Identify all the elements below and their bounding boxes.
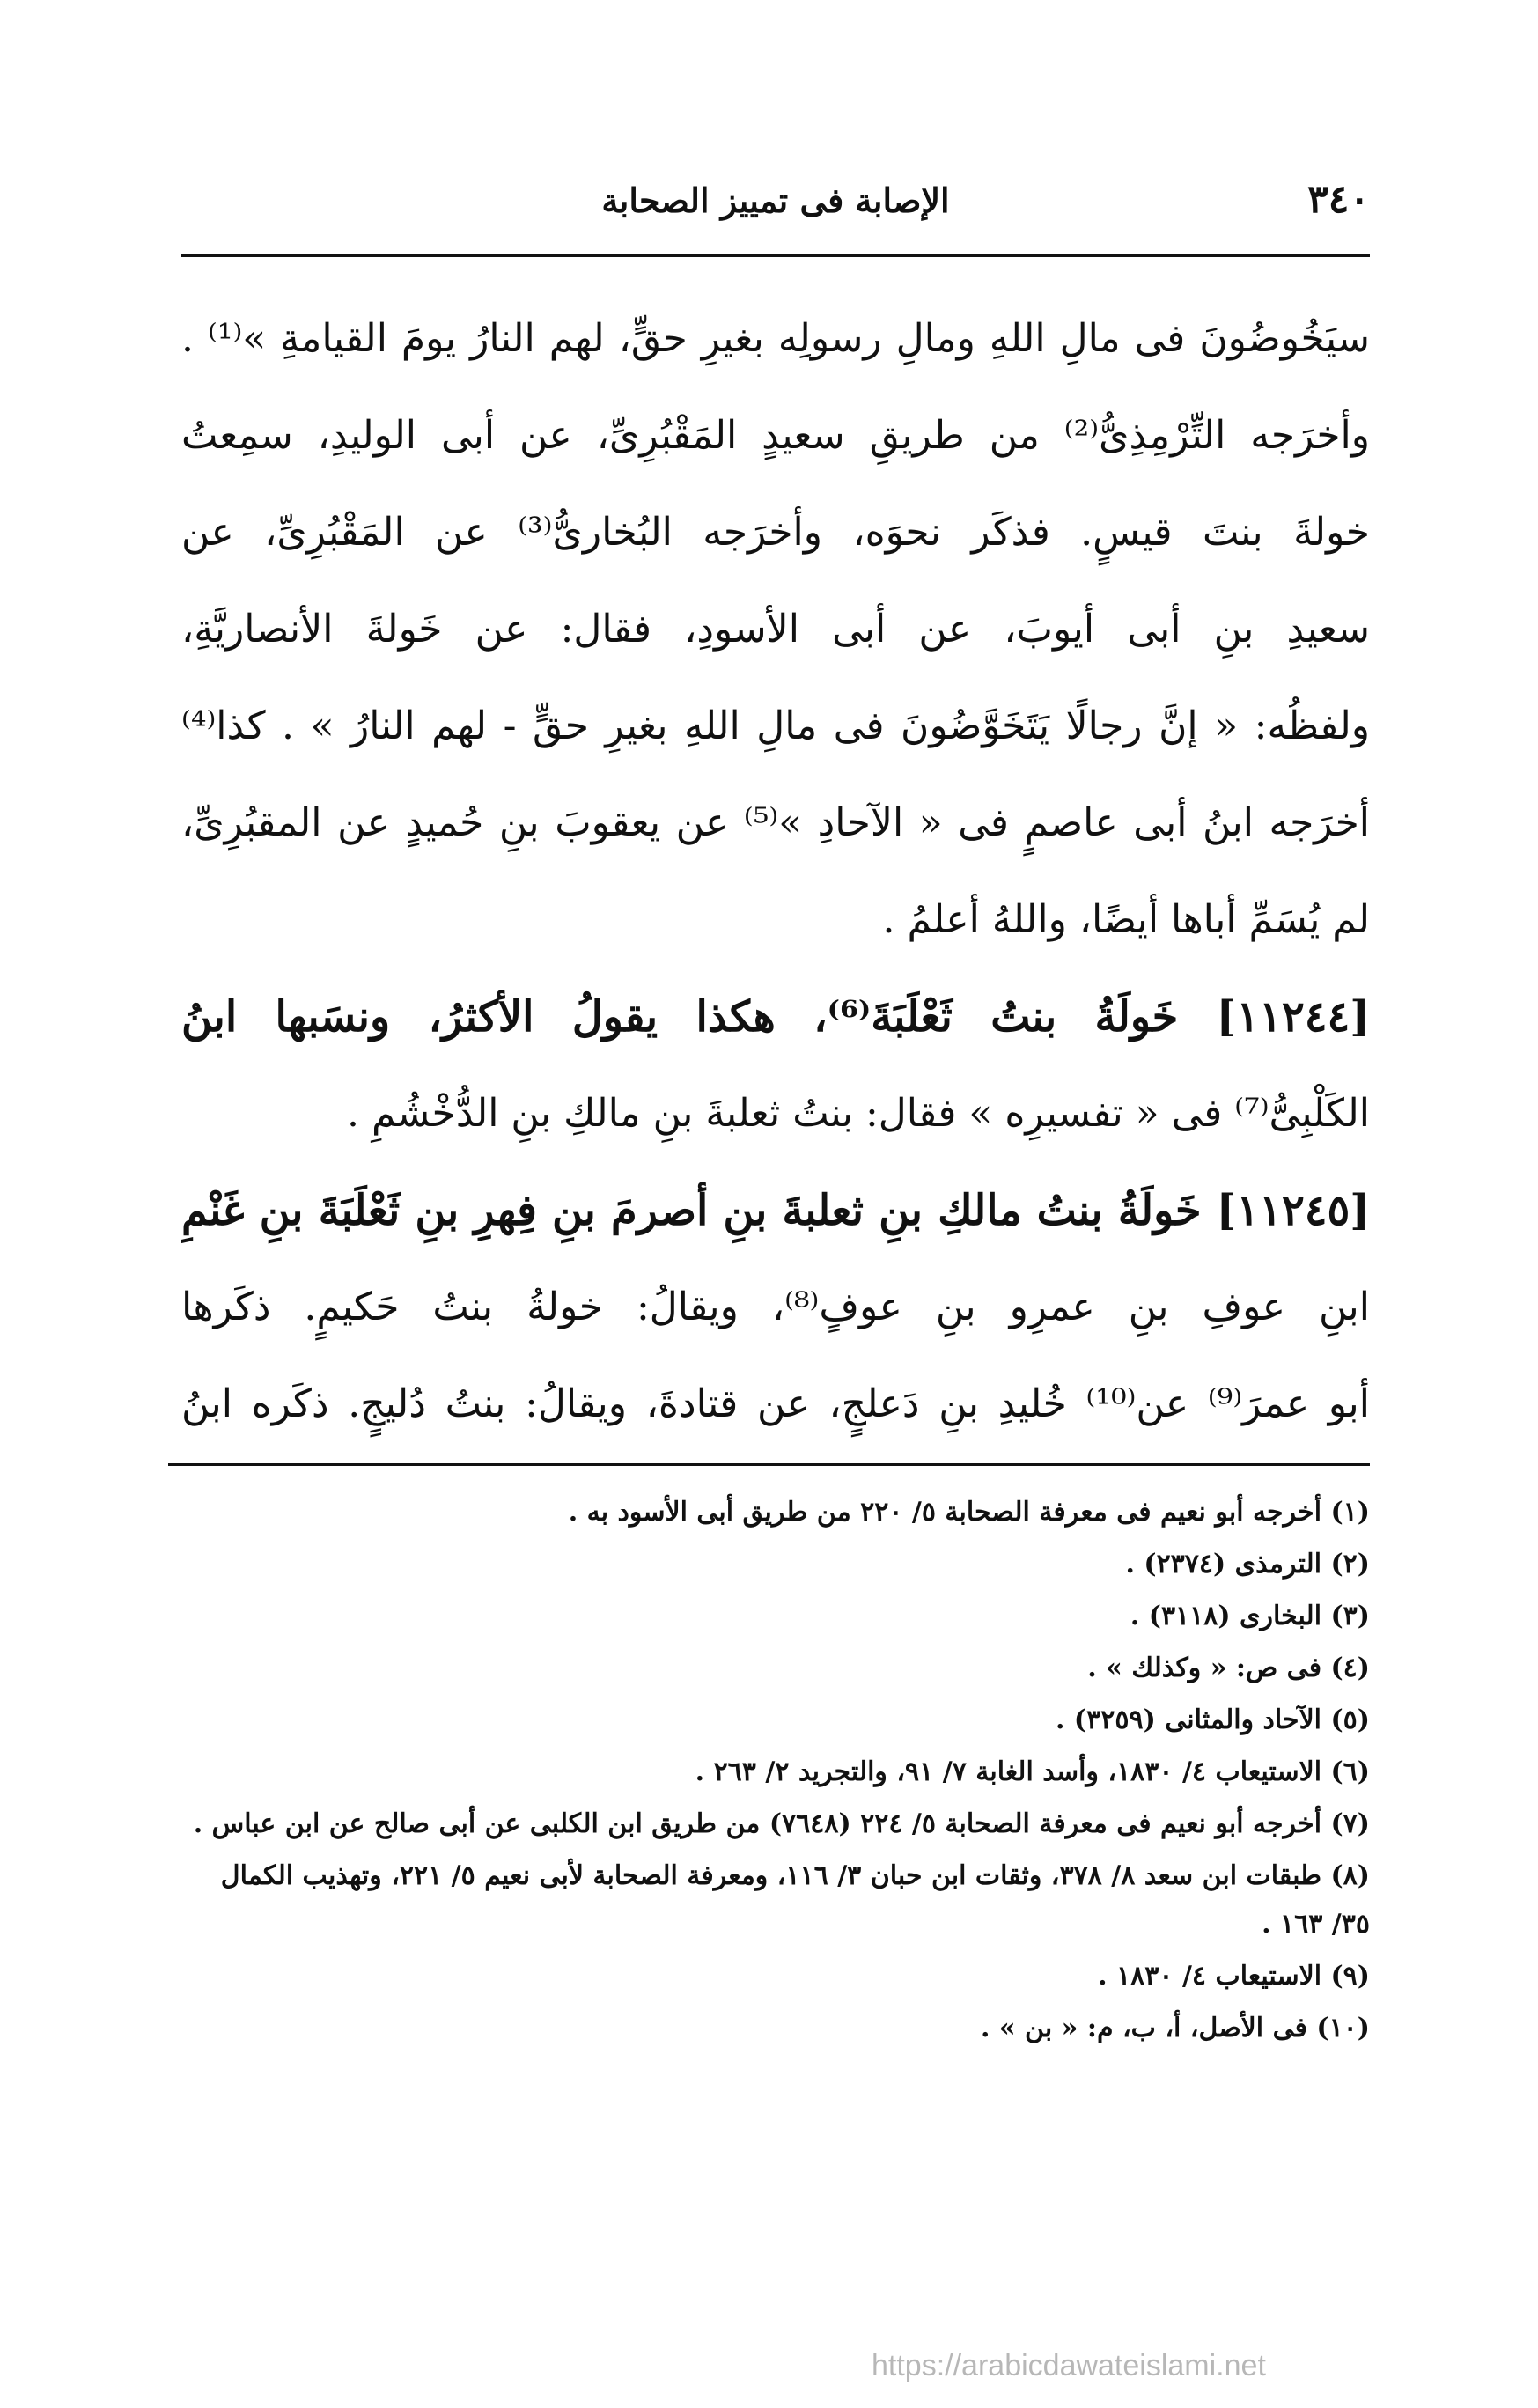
body-line: أخرَجه ابنُ أبى عاصمٍ فى « الآحادِ »⁽⁵⁾ عن يعقوبَ بنِ حُميدٍ عن المقبُرِىِّ،	[181, 800, 1370, 845]
body-line: وأخرَجه التِّرْمِذِىُّ⁽²⁾ من طريقِ سعيدٍ المَقْبُرِىِّ، عن أبى الوليدِ، سمِعتُ	[181, 413, 1370, 458]
footnote-separator	[168, 1463, 1370, 1466]
body-line: خولةَ بنتَ قيسٍ. فذكَر نحوَه، وأخرَجه البُخارىُّ⁽³⁾ عن المَقْبُرِىِّ، عن	[181, 510, 1370, 555]
body-line: أبو عمرَ⁽⁹⁾ عن⁽¹⁰⁾ خُليدِ بنِ دَعلجٍ، عن قتادةَ، ويقالُ: بنتُ دُليجٍ. ذكَره ابنُ	[181, 1381, 1370, 1426]
body-line: ابنِ عوفِ بنِ عمرِو بنِ عوفٍ⁽⁸⁾، ويقالُ: خولةُ بنتُ حَكيمٍ. ذكَرها	[181, 1285, 1370, 1329]
body-line: الكَلْبِىُّ⁽⁷⁾ فى « تفسيرِه » فقال: بنتُ ثعلبةَ بنِ مالكِ بنِ الدُّخْشُمِ .	[347, 1091, 1370, 1136]
body-line: لم يُسَمِّ أباها أيضًا، واللهُ أعلمُ .	[882, 897, 1370, 942]
page-header	[181, 172, 1370, 233]
body-line: سيَخُوضُونَ فى مالِ اللهِ ومالِ رسولِه بغيرِ حقٍّ، لهم النارُ يومَ القيامةِ »⁽¹⁾ .	[181, 316, 1370, 361]
footnote-9: (٩) الاستيعاب ٤/ ١٨٣٠ .	[1098, 1961, 1370, 1992]
body-line: سعيدِ بنِ أبى أيوبَ، عن أبى الأسودِ، فقال: عن خَولةَ الأنصاريَّةِ،	[181, 607, 1370, 652]
page-number: ٣٤٠	[1307, 177, 1370, 222]
footnote-3: (٣) البخارى (٣١١٨) .	[1130, 1601, 1370, 1631]
footnote-8: (٨) طبقات ابن سعد ٨/ ٣٧٨، وثقات ابن حبان ٣/ ١١٦، ومعرفة الصحابة لأبى نعيم ٥/ ٢٢١، وتهذيب الكمال ٣٥/ ١٦٣ .	[220, 1860, 1370, 1940]
entry-11244-heading: [١١٢٤٤] خَولَةُ بنتُ ثَعْلَبَةَ⁽⁶⁾، هكذا يقولُ الأكثرُ، ونسَبها ابنُ	[181, 992, 1370, 1042]
main-text	[181, 291, 1370, 1453]
header-rule	[181, 254, 1370, 257]
footnote-5: (٥) الآحاد والمثانى (٣٢٥٩) .	[1056, 1705, 1370, 1735]
running-title: الإصابة فى تمييز الصحابة	[601, 180, 950, 220]
footnote-7: (٧) أخرجه أبو نعيم فى معرفة الصحابة ٥/ ٢٢٤ (٧٦٤٨) من طريق ابن الكلبى عن أبى صالح عن ابن عباس .	[193, 1808, 1370, 1839]
watermark-url: https://arabicdawateislami.net	[872, 2349, 1266, 2382]
footnote-4: (٤) فى ص: « وكذلك » .	[1087, 1653, 1370, 1683]
footnotes	[181, 1488, 1370, 2056]
footnote-1: (١) أخرجه أبو نعيم فى معرفة الصحابة ٥/ ٢٢٠ من طريق أبى الأسود به .	[568, 1497, 1370, 1528]
entry-11245-heading: [١١٢٤٥] خَولَةُ بنتُ مالكِ بنِ ثعلبةَ بنِ أصرمَ بنِ فِهرِ بنِ ثَعْلَبَةَ بنِ غَنْمِ	[181, 1186, 1370, 1235]
footnote-10: (١٠) فى الأصل، أ، ب، م: « بن » .	[980, 2013, 1370, 2043]
footnote-6: (٦) الاستيعاب ٤/ ١٨٣٠، وأسد الغابة ٧/ ٩١، والتجريد ٢/ ٢٦٣ .	[695, 1756, 1370, 1787]
footnote-2: (٢) الترمذى (٢٣٧٤) .	[1125, 1549, 1370, 1580]
body-line: ولفظُه: « إنَّ رجالًا يَتَخَوَّضُونَ فى مالِ اللهِ بغيرِ حقٍّ - لهم النارُ » . كذا⁽⁴⁾	[181, 703, 1370, 748]
